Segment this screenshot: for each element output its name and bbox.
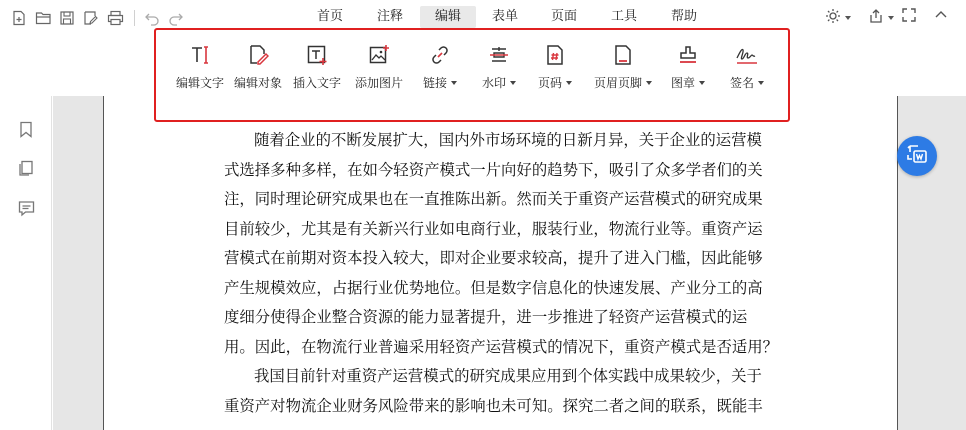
header-footer-button[interactable] <box>594 42 652 91</box>
chevron-down-icon <box>566 81 572 85</box>
comments-icon[interactable] <box>17 199 35 217</box>
watermark-icon <box>486 42 512 68</box>
collapse-icon[interactable] <box>934 8 948 22</box>
menu-edit[interactable]: 编辑 <box>420 6 476 28</box>
theme-icon <box>825 8 841 28</box>
stamp-button[interactable] <box>671 42 705 91</box>
toolbar-divider <box>134 10 135 26</box>
edit-text-button[interactable] <box>176 42 224 91</box>
menu-page[interactable]: 页面 <box>550 9 577 24</box>
insert-text-icon <box>304 42 330 68</box>
header-footer-icon <box>610 42 636 68</box>
menu-annotate[interactable]: 注释 <box>376 9 403 24</box>
save-icon[interactable] <box>58 9 76 27</box>
menu-form[interactable]: 表单 <box>491 9 518 24</box>
bookmark-icon[interactable] <box>17 120 35 138</box>
thumbnails-icon[interactable] <box>17 159 35 177</box>
signature-button[interactable] <box>730 42 764 91</box>
edit-text-icon <box>187 42 213 68</box>
left-sidebar <box>0 96 52 430</box>
add-image-button[interactable] <box>355 42 403 91</box>
menu-tools[interactable]: 工具 <box>610 9 637 24</box>
share-button[interactable] <box>868 8 894 28</box>
text-line: 式选择多种多样，在如今轻资产模式一片向好的趋势下，吸引了众多学者们的关 <box>224 160 763 179</box>
chevron-down-icon <box>510 81 516 85</box>
open-folder-icon[interactable] <box>34 9 52 27</box>
tool-label: 页眉页脚 <box>594 74 652 91</box>
text-line: 产生规模效应，占据行业优势地位。但是数字信息化的快速发展、产业分工的高 <box>224 278 763 297</box>
link-icon <box>427 42 453 68</box>
chevron-down-icon <box>758 81 764 85</box>
add-image-icon <box>366 42 392 68</box>
tool-label: 水印 <box>482 74 516 91</box>
edit-ribbon <box>154 28 790 122</box>
signature-icon <box>734 42 760 68</box>
tool-label: 页码 <box>538 74 572 91</box>
paragraph-2 <box>224 362 784 430</box>
watermark-button[interactable] <box>482 42 516 91</box>
stamp-icon <box>675 42 701 68</box>
menu-home[interactable]: 首页 <box>316 9 343 24</box>
page-number-button[interactable] <box>538 42 572 91</box>
text-line: 营模式在前期对资本投入较大，即对企业要求较高，提升了进入门槛，因此能够 <box>224 249 763 267</box>
edit-object-button[interactable] <box>234 42 282 91</box>
chevron-down-icon <box>888 16 894 20</box>
tool-label: 插入文字 <box>293 76 342 90</box>
text-line: 用。因此，在物流行业普遍采用轻资产运营模式的情况下，重资产模式是否适用？ <box>224 337 779 356</box>
edit-object-icon <box>245 42 271 68</box>
redo-icon[interactable] <box>167 9 185 27</box>
text-line: 随着企业的不断发展扩大，国内外市场环境的日新月异，关于企业的运营模 <box>254 131 762 149</box>
pdf-to-word-icon <box>905 143 929 169</box>
chevron-down-icon <box>845 16 851 20</box>
text-line: 度细分使得企业整合资源的能力显著提升，进一步推进了轻资产运营模式的运 <box>224 308 748 326</box>
text-line: 注，同时理论研究成果也在一直推陈出新。然而关于重资产运营模式的研究成果 <box>224 190 763 208</box>
link-button[interactable] <box>423 42 457 91</box>
tool-label: 编辑对象 <box>234 76 283 90</box>
fullscreen-icon[interactable] <box>902 8 916 22</box>
save-as-icon[interactable] <box>82 9 100 27</box>
chevron-down-icon <box>451 81 457 85</box>
share-icon <box>868 8 884 28</box>
menu-help[interactable]: 帮助 <box>670 9 697 24</box>
tool-label: 图章 <box>671 74 705 91</box>
tool-label: 添加图片 <box>355 76 404 90</box>
chevron-down-icon <box>646 81 652 85</box>
text-line: 目前较少，尤其是有关新兴行业如电商行业，服装行业，物流行业等。重资产运 <box>224 219 763 238</box>
paragraph-1 <box>224 126 784 362</box>
text-line: 重资产对物流企业财务风险带来的影响也未可知。探究二者之间的联系，既能丰 <box>224 396 763 415</box>
text-line: 我国目前针对重资产运营模式的研究成果应用到个体实践中成果较少，关于 <box>254 367 762 385</box>
tool-label: 签名 <box>730 74 764 91</box>
tool-label: 链接 <box>423 74 457 91</box>
undo-icon[interactable] <box>143 9 161 27</box>
print-icon[interactable] <box>106 9 124 27</box>
main-menu <box>300 6 714 28</box>
tool-label: 编辑文字 <box>176 76 225 90</box>
chevron-down-icon <box>699 81 705 85</box>
quick-access-toolbar <box>10 9 191 27</box>
new-file-icon[interactable] <box>10 9 28 27</box>
theme-button[interactable] <box>825 8 851 28</box>
insert-text-button[interactable] <box>293 42 341 91</box>
pdf-to-word-button[interactable] <box>897 136 937 176</box>
page-number-icon <box>542 42 568 68</box>
